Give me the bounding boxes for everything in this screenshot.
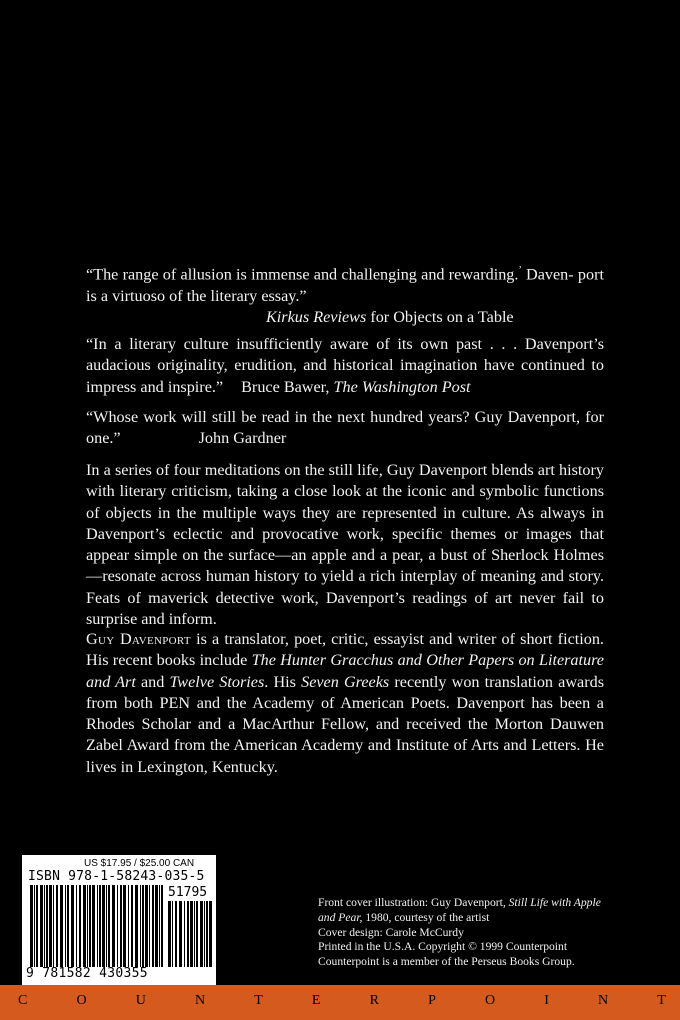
credit-illustration-prefix: Front cover illustration: Guy Davenport,: [318, 896, 509, 909]
quote-gardner: [86, 407, 604, 450]
source-kirkus: Kirkus Reviews: [266, 307, 367, 326]
credit-illustration-suffix: 1980, courtesy of the artist: [362, 910, 490, 924]
addon-barcode-icon: [168, 901, 212, 967]
band-letter: U: [135, 993, 146, 1008]
barcode-bar: [200, 901, 203, 967]
barcode-bar: [120, 885, 122, 967]
quote-gardner-text: [86, 407, 604, 450]
barcode-bar: [172, 901, 173, 967]
barcode-bar: [209, 901, 212, 967]
barcode-bar: [87, 885, 88, 967]
quote-kirkus-line1: “The range of allusion is immense and challenging and rewarding.: [86, 265, 519, 284]
barcode-bar: [155, 885, 158, 967]
author-name: Guy Davenport: [86, 630, 191, 648]
credit-member: Counterpoint is a member of the Perseus Books Group.: [318, 955, 575, 969]
barcode-bar: [60, 885, 63, 967]
barcode-bar: [76, 885, 77, 967]
barcode-bar: [67, 885, 69, 967]
barcode-bar: [140, 885, 141, 967]
barcode-bar: [190, 901, 193, 967]
barcode-bar: [145, 885, 148, 967]
barcode-bar: [65, 885, 66, 967]
quote-bawer-body: “In a literary culture insufficiently aware of its own past . . . Davenport’s audacious originality, erudition, and historical imagination have continued to impress and inspire.”: [86, 335, 604, 396]
barcode-bar: [206, 901, 208, 967]
barcode-bar: [36, 885, 38, 967]
band-letter: T: [657, 993, 666, 1008]
barcode-bar: [92, 885, 95, 967]
barcode-bar: [175, 901, 177, 967]
barcode-bar: [97, 885, 98, 967]
quote-gardner-body: “Whose work will still be read in the next hundred years? Guy Davenport, for one.”: [86, 408, 604, 448]
barcode-bar: [152, 885, 154, 967]
barcode-bar: [184, 901, 185, 967]
band-letter: R: [369, 993, 379, 1008]
credit-illustration-title: Still Life with Apple and Pear,: [318, 896, 601, 924]
barcode-bar: [79, 885, 81, 967]
barcode-bar: [49, 885, 52, 967]
barcode-bar: [135, 885, 138, 967]
price-text: US $17.95 / $25.00 CAN: [84, 858, 195, 869]
source-kirkus-rest: for Objects on a Table: [366, 307, 514, 326]
bio-text-1: is a translator, poet, critic, essayist and writer of short fiction. His recent books include: [86, 630, 604, 670]
barcode-bar: [30, 885, 33, 967]
bio-book-1: The Hunter Gracchus and Other Papers on Literature and Art: [86, 651, 604, 691]
barcode-bar: [102, 885, 105, 967]
barcode-bar: [187, 901, 189, 967]
book-description: In a series of four meditations on the still life, Guy Davenport blends art history with literary criticism, taking a close look at the iconic and symbolic functions of objects in the multiple ways they are represented in culture. As always in Davenport’s eclectic and provocative work, specific themes or images that appear simple on the surface—an apple and a pear, a bust of Sherlock Holmes—resonate across human history to yield a rich interplay of meaning and story. Feats of maverick detective work, Davenport’s readings of art never fail to surprise and inform.: [86, 461, 604, 629]
quote-kirkus: [86, 260, 604, 328]
bio-text-4: recently won translation awards from both PEN and the Academy of American Poets. Davenport has been a Rhodes Scholar and a MacArthur Fellow, and received the Morton Dauwen Zabel Award from the American Academy and Institute of Arts and Letters. He lives in Lexington, Kentucky.: [86, 672, 604, 776]
barcode-bar: [123, 885, 126, 967]
band-letter: E: [311, 993, 321, 1008]
barcode-bar: [108, 885, 110, 967]
barcode-bar: [204, 901, 205, 967]
barcode-bar: [128, 885, 129, 967]
barcode-bar: [194, 901, 195, 967]
barcode-bar: [161, 885, 163, 967]
barcode-bar: [159, 885, 160, 967]
quote-kirkus-line1b: Daven-: [521, 265, 574, 284]
band-letter: N: [598, 993, 609, 1008]
quote-kirkus-line2: port is a virtuoso of the literary essay.”: [86, 265, 604, 305]
barcode-bar: [56, 885, 58, 967]
source-washington-post: The Washington Post: [333, 377, 471, 396]
publisher-band: [0, 985, 680, 1020]
cover-credits: [318, 896, 618, 970]
barcode-bar: [44, 885, 45, 967]
barcode-bar: [53, 885, 54, 967]
band-letter: N: [194, 993, 206, 1008]
barcode-bar: [117, 885, 118, 967]
barcode-bar: [83, 885, 86, 967]
credit-design: Cover design: Carole McCurdy: [318, 925, 464, 939]
isbn-text: ISBN 978-1-58243-035-5: [28, 869, 205, 884]
barcode-bar: [168, 901, 171, 967]
barcode-bar: [196, 901, 198, 967]
bio-book-3: Seven Greeks: [301, 672, 390, 691]
band-letter: O: [76, 993, 87, 1008]
bio-text-3: . His: [264, 672, 302, 691]
barcode-bar: [71, 885, 74, 967]
barcode-bar: [112, 885, 115, 967]
ean-digits: 9 781582 430355: [26, 966, 148, 981]
publisher-name: [18, 993, 666, 1009]
band-letter: T: [254, 993, 263, 1008]
quote-kirkus-text: [86, 260, 604, 307]
bio-book-2: Twelve Stories: [169, 672, 265, 691]
barcode-bar: [142, 885, 144, 967]
barcode-bar: [99, 885, 101, 967]
barcode-bar: [179, 901, 182, 967]
stray-mark: ’: [518, 265, 522, 276]
band-letter: C: [18, 993, 28, 1008]
barcode-bar: [149, 885, 150, 967]
price-addon-digits: 51795: [168, 885, 208, 900]
quote-gardner-author: John Gardner: [198, 429, 287, 448]
band-letter: P: [428, 993, 436, 1008]
barcode-label: [22, 855, 216, 985]
barcode-bar: [46, 885, 48, 967]
ean-barcode-icon: [30, 885, 164, 967]
bio-text-2: and: [135, 672, 170, 691]
quote-bawer-text: [86, 334, 604, 398]
band-letter: I: [544, 993, 549, 1008]
barcode-bar: [40, 885, 43, 967]
barcode-bar: [34, 885, 35, 967]
barcode-bar: [106, 885, 107, 967]
credit-printed: Printed in the U.S.A. Copyright © 1999 Counterpoint: [318, 940, 568, 954]
quote-bawer-author: Bruce Bawer,: [241, 377, 334, 396]
quote-kirkus-source: [86, 307, 604, 328]
quote-bawer: [86, 334, 604, 398]
author-bio: [86, 629, 604, 778]
barcode-bar: [89, 885, 91, 967]
credit-illustration: [318, 896, 618, 926]
barcode-bar: [131, 885, 133, 967]
band-letter: O: [484, 993, 496, 1008]
